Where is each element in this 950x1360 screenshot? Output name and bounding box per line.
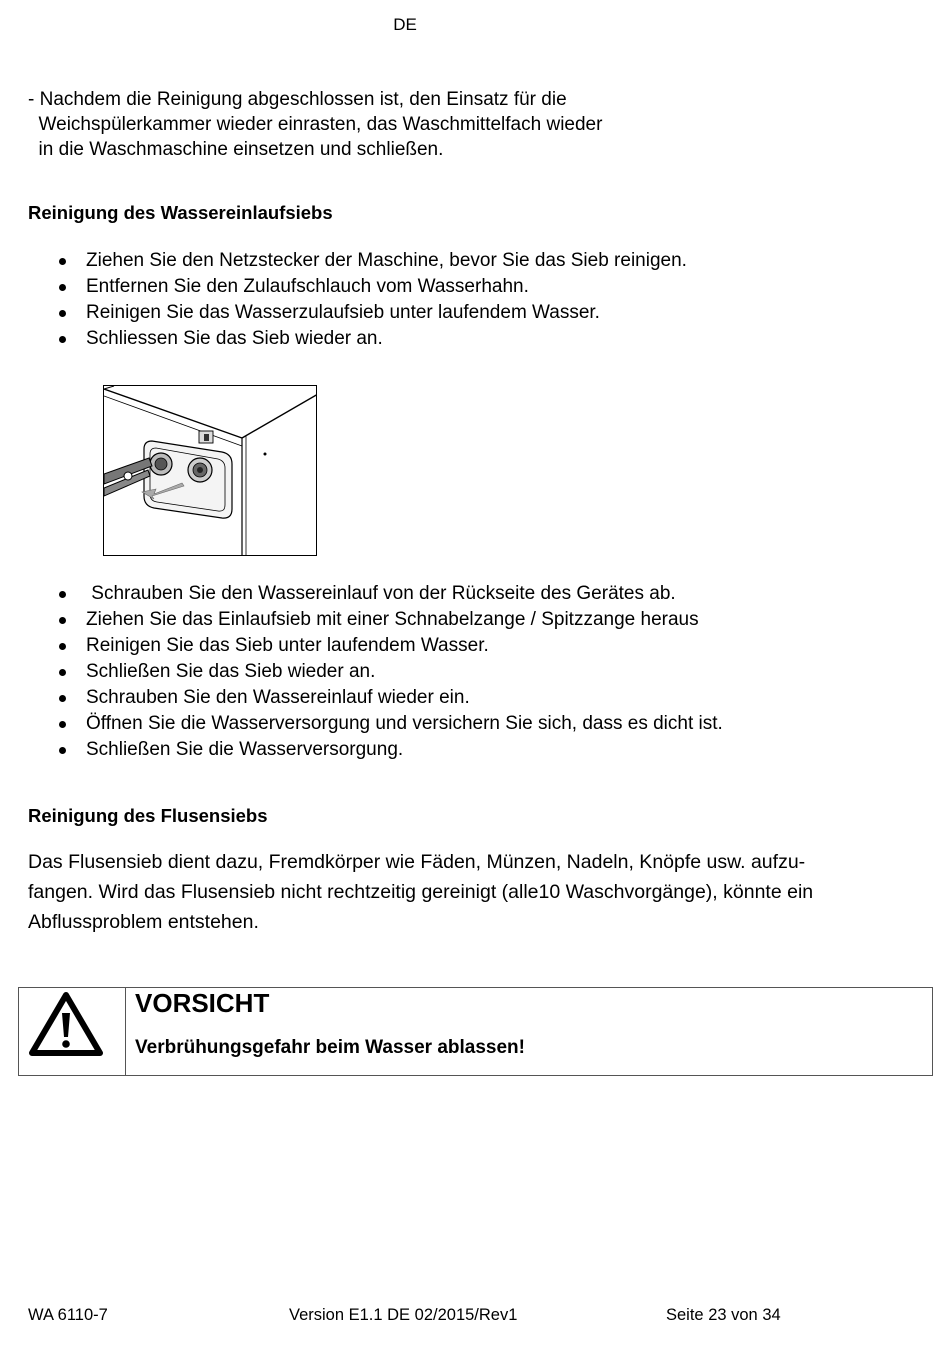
caution-title: VORSICHT [135, 988, 270, 1018]
list-item: Reinigen Sie das Wasserzulaufsieb unter laufendem Wasser. [0, 300, 687, 326]
bullet-icon [59, 284, 66, 291]
list-item: Schrauben Sie den Wassereinlauf wieder ein. [0, 685, 723, 711]
intro-text [28, 87, 828, 162]
bullet-icon [59, 258, 66, 265]
bullet-icon [59, 617, 66, 624]
inlet-filter-steps-list [0, 248, 687, 352]
bullet-icon [59, 747, 66, 754]
list-item: Schliessen Sie das Sieb wieder an. [0, 326, 687, 352]
intro-line: - Nachdem die Reinigung abgeschlossen ist, den Einsatz für die [28, 89, 567, 110]
footer-model: WA 6110-7 [28, 1306, 108, 1324]
paragraph-line: fangen. Wird das Flusensieb nicht rechtzeitig gereinigt (alle10 Waschvorgänge), könnte ein [28, 881, 814, 903]
bullet-icon [59, 643, 66, 650]
intro-line: Weichspülerkammer wieder einrasten, das Waschmittelfach wieder [28, 114, 603, 135]
warning-triangle-icon [28, 991, 104, 1059]
caution-message: Verbrühungsgefahr beim Wasser ablassen! [135, 1037, 525, 1058]
bullet-icon [59, 669, 66, 676]
footer-page-number: Seite 23 von 34 [666, 1306, 781, 1324]
list-item: Ziehen Sie den Netzstecker der Maschine, bevor Sie das Sieb reinigen. [0, 248, 687, 274]
list-item: Ziehen Sie das Einlaufsieb mit einer Schnabelzange / Spitzzange heraus [0, 607, 723, 633]
list-item: Schließen Sie die Wasserversorgung. [0, 737, 723, 763]
footer-version: Version E1.1 DE 02/2015/Rev1 [289, 1306, 518, 1324]
inlet-filter-procedure-list [0, 581, 723, 763]
intro-line: in die Waschmaschine einsetzen und schließen. [28, 139, 444, 160]
lint-filter-paragraph [28, 847, 918, 937]
paragraph-line: Das Flusensieb dient dazu, Fremdkörper wie Fäden, Münzen, Nadeln, Knöpfe usw. aufzu- [28, 851, 806, 873]
washing-machine-inlet-filter-illustration [104, 386, 317, 556]
paragraph-line: Abflussproblem entstehen. [28, 911, 259, 933]
bullet-icon [59, 695, 66, 702]
list-item: Öffnen Sie die Wasserversorgung und versichern Sie sich, dass es dicht ist. [0, 711, 723, 737]
bullet-icon [59, 591, 66, 598]
bullet-icon [59, 721, 66, 728]
list-item: Schrauben Sie den Wassereinlauf von der Rückseite des Gerätes ab. [0, 581, 723, 607]
list-item: Schließen Sie das Sieb wieder an. [0, 659, 723, 685]
bullet-icon [59, 336, 66, 343]
bullet-icon [59, 310, 66, 317]
list-item: Reinigen Sie das Sieb unter laufendem Wasser. [0, 633, 723, 659]
list-item: Entfernen Sie den Zulaufschlauch vom Wasserhahn. [0, 274, 687, 300]
header-language: DE [393, 15, 417, 34]
section-title-inlet-filter: Reinigung des Wassereinlaufsiebs [28, 202, 333, 223]
caution-box [18, 987, 933, 1076]
inlet-filter-figure [103, 385, 317, 556]
section-title-lint-filter: Reinigung des Flusensiebs [28, 805, 268, 826]
caution-box-divider [125, 988, 126, 1075]
